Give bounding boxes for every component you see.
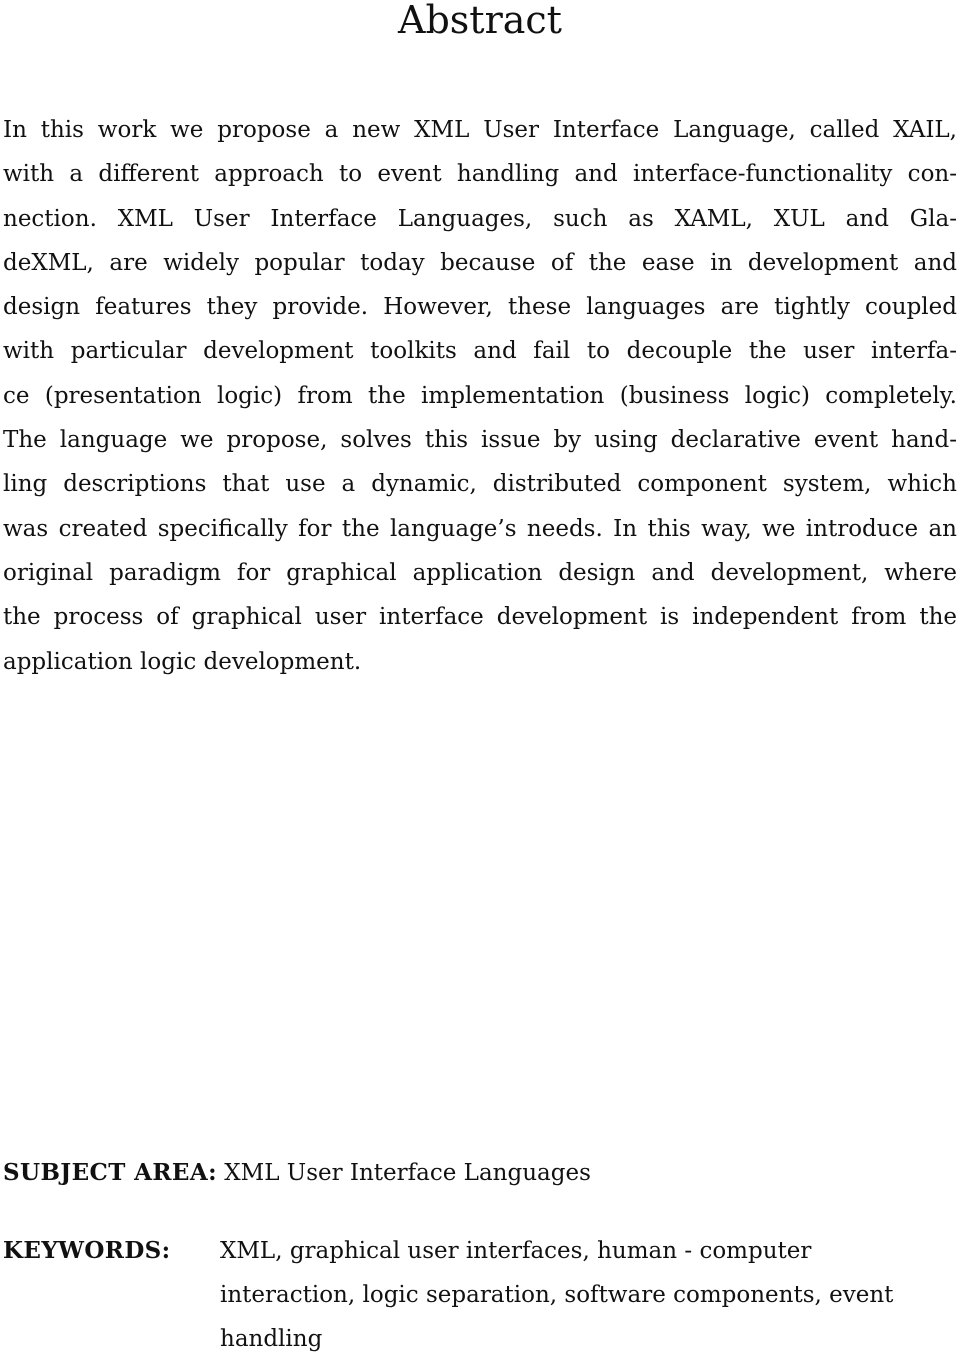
subject-area-value: XML User Interface Languages bbox=[224, 1160, 591, 1186]
subject-area-label: SUBJECT AREA: bbox=[3, 1159, 217, 1186]
abstract-line: The language we propose, solves this issue by using declarative event hand- bbox=[3, 427, 957, 454]
abstract-line: with a different approach to event handling and interface-functionality con- bbox=[3, 161, 957, 188]
abstract-line: with particular development toolkits and fail to decouple the user interfa- bbox=[3, 338, 957, 365]
keywords-line: interaction, logic separation, software components, event bbox=[220, 1282, 894, 1308]
abstract-line: deXML, are widely popular today because of the ease in development and bbox=[3, 249, 957, 276]
abstract-line: original paradigm for graphical application design and development, where bbox=[3, 559, 957, 586]
page-title: Abstract bbox=[398, 0, 562, 42]
subject-area bbox=[3, 1156, 591, 1190]
keywords-line: handling bbox=[220, 1326, 323, 1352]
abstract-line: In this work we propose a new XML User Interface Language, called XAIL, bbox=[3, 117, 957, 143]
abstract-line: ling descriptions that use a dynamic, distributed component system, which bbox=[3, 471, 957, 498]
keywords-list bbox=[220, 1229, 940, 1361]
abstract-line: ce (presentation logic) from the implementation (business logic) completely. bbox=[3, 382, 957, 409]
abstract-paragraph bbox=[3, 108, 957, 684]
abstract-line: design features they provide. However, these languages are tightly coupled bbox=[3, 294, 957, 321]
abstract-line: nection. XML User Interface Languages, such as XAML, XUL and Gla- bbox=[3, 205, 957, 232]
keywords-line: XML, graphical user interfaces, human - computer bbox=[220, 1238, 812, 1264]
abstract-line: was created specifically for the language’s needs. In this way, we introduce an bbox=[3, 515, 957, 542]
abstract-line: the process of graphical user interface development is independent from the bbox=[3, 604, 957, 631]
abstract-line: application logic development. bbox=[3, 648, 362, 675]
keywords-label: KEYWORDS: bbox=[3, 1237, 171, 1264]
